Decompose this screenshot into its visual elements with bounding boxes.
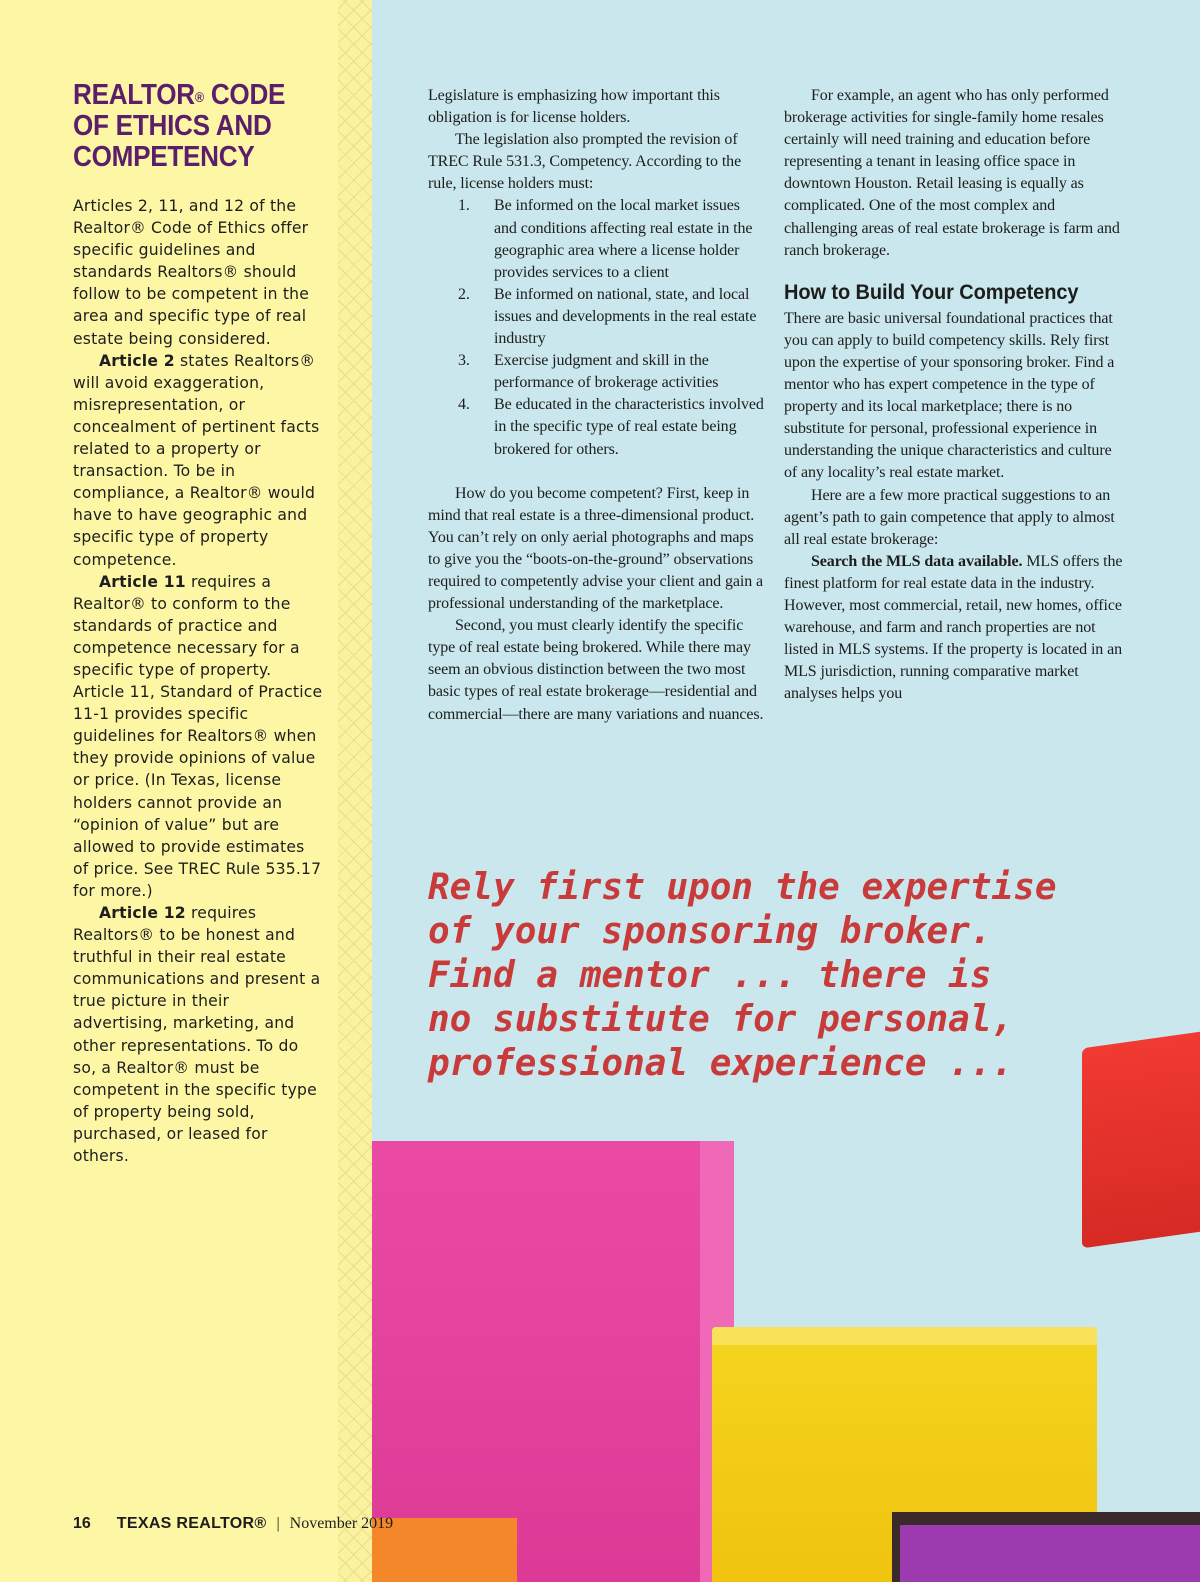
article-2-label: Article 2: [99, 351, 175, 370]
article-2-paragraph: [73, 350, 323, 571]
yellow-block-highlight: [712, 1327, 1097, 1345]
pull-quote: [428, 866, 1148, 1086]
col1-paragraph-3: How do you become competent? First, keep in mind that real estate is a three-dimensional product. You can’t rely on only aerial photographs and maps to give you the “boots-on-the-ground” observations required to competently advise your client and gain a professional understanding of the marketplace.: [428, 484, 764, 613]
pull-quote-line: professional experience ...: [428, 1043, 1014, 1084]
orange-toy-block: [372, 1518, 517, 1582]
article-12-text: requires Realtors® to be honest and truthful in their real estate communications and present a true picture in their advertising, marketing, and other representations. To do so, a Realtor® must be competent in the specific type of property being sold, purchased, or leased for others.: [73, 904, 321, 1166]
col2-paragraph-3: Here are a few more practical suggestions to an agent’s path to gain competence that apply to almost all real estate brokerage:: [784, 486, 1115, 548]
article-11-paragraph: [73, 571, 323, 902]
col1-paragraph-2: The legislation also prompted the revision of TREC Rule 531.3, Competency. According to the rule, license holders must:: [428, 131, 742, 193]
article-2-text: states Realtors® will avoid exaggeration, misrepresentation, or concealment of pertinent facts related to a property or transaction. To be in compliance, a Realtor® would have to have geographic and specific type of property competence.: [73, 351, 320, 569]
magazine-name: TEXAS REALTOR®: [116, 1515, 267, 1532]
article-column-1: [428, 85, 764, 726]
title-line-3: COMPETENCY: [73, 141, 255, 173]
col2-paragraph-2: There are basic universal foundational practices that you can apply to build competency skills. Rely first upon the expertise of your sponsoring broker. Find a mentor who has expert competence in the type of property and its local marketplace; there is no substitute for personal, professional experience in understanding the unique characteristics and culture of any locality’s real estate market.: [784, 309, 1115, 482]
section-heading: How to Build Your Competency: [784, 279, 1079, 304]
article-11-label: Article 11: [99, 572, 186, 591]
mls-tip-text: MLS offers the finest platform for real estate data in the industry. However, most commercial, retail, new homes, office warehouse, and farm and ranch properties are not listed in MLS systems. If the property is located in an MLS jurisdiction, running comparative market analyses helps you: [784, 552, 1123, 703]
col1-paragraph-1: Legislature is emphasizing how important this obligation is for license holders.: [428, 87, 720, 127]
purple-toy-block: [900, 1525, 1200, 1582]
pull-quote-line: Find a mentor ... there is: [428, 955, 992, 996]
article-column-2: [784, 85, 1124, 705]
title-line-1: REALTOR® CODE: [73, 79, 286, 111]
col2-paragraph-4: [784, 551, 1124, 706]
page-number: 16: [73, 1515, 91, 1532]
list-item: 2. Be informed on national, state, and local issues and developments in the real estate industry: [458, 285, 757, 348]
competency-requirements-list: [428, 195, 764, 460]
sidebar-intro: Articles 2, 11, and 12 of the Realtor® Code of Ethics offer specific guidelines and standards Realtors® should follow to be competent in the area and specific type of real estate being considered.: [73, 197, 310, 348]
list-item: 3. Exercise judgment and skill in the performance of brokerage activities: [458, 352, 719, 392]
list-item: 1. Be informed on the local market issues and conditions affecting real estate in the geographic area where a license holder provides services to a client: [458, 197, 753, 281]
col2-paragraph-1: For example, an agent who has only performed brokerage activities for single-family home resales certainly will need training and education before representing a tenant in leasing office space in downtown Houston. Retail leasing is equally as complicated. One of the most complex and challenging areas of real estate brokerage is farm and ranch brokerage.: [784, 87, 1120, 259]
pull-quote-line: no substitute for personal,: [428, 999, 1014, 1040]
pink-toy-block: [372, 1141, 732, 1582]
article-11-text: requires a Realtor® to conform to the standards of practice and competence necessary for a specific type of property. Article 11, Standard of Practice 11-1 provides specific guidelines for Realtors® when they provide opinions of value or price. (In Texas, license holders cannot provide an “opinion of value” but are allowed to provide estimates of price. See TREC Rule 535.17 for more.): [73, 572, 323, 900]
col1-paragraph-4: Second, you must clearly identify the specific type of real estate being brokered. While there may seem an obvious distinction between the two most basic types of real estate brokerage—residential and commercial—there are many variations and nuances.: [428, 617, 764, 723]
footer-separator: |: [276, 1515, 280, 1532]
pull-quote-line: of your sponsoring broker.: [428, 911, 992, 952]
pull-quote-line: Rely first upon the expertise: [428, 867, 1057, 908]
list-item: 4. Be educated in the characteristics involved in the specific type of real estate being brokered for others.: [458, 396, 764, 458]
sidebar-body: [73, 195, 323, 1167]
mls-tip-label: Search the MLS data available.: [811, 552, 1023, 570]
title-line-2: OF ETHICS AND: [73, 110, 272, 142]
issue-date: November 2019: [289, 1515, 394, 1532]
page-footer: [73, 1515, 393, 1533]
article-12-paragraph: [73, 902, 323, 1167]
chevron-divider-strip: [338, 0, 372, 1582]
sidebar-title: [73, 80, 307, 173]
article-12-label: Article 12: [99, 904, 186, 922]
